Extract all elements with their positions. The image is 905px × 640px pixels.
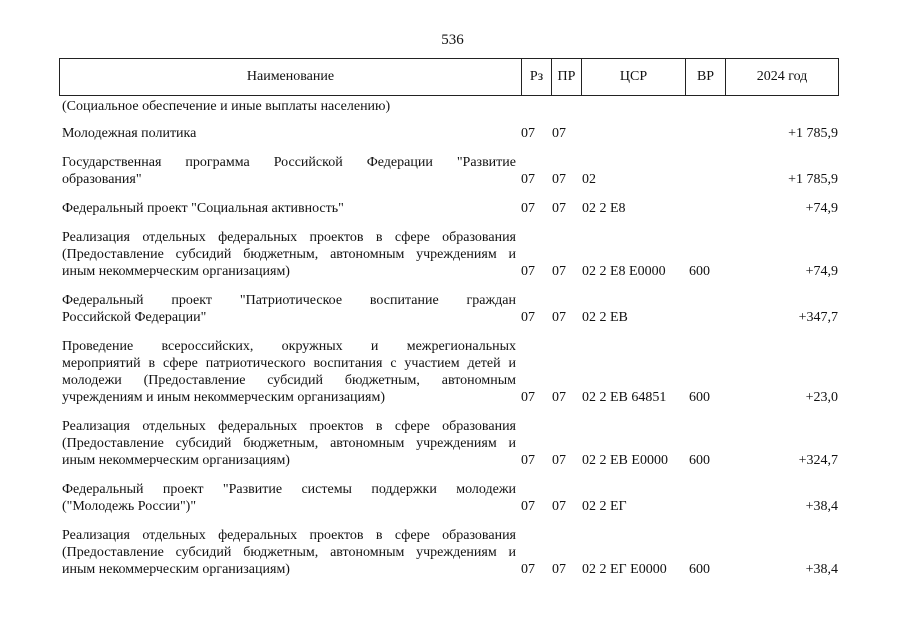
row-name-line: учреждениям и иным некоммерческим организациям) [62, 390, 386, 405]
row-pr: 07 [552, 562, 566, 577]
row-name-line: мероприятий в сфере патриотического воспитания с участием детей и [62, 356, 516, 371]
table-row [62, 292, 838, 326]
header-vr: ВР [685, 59, 725, 95]
row-csr: 02 2 ЕГ [582, 499, 627, 514]
row-csr: 02 2 ЕВ [582, 310, 628, 325]
row-vr: 600 [689, 390, 710, 405]
row-csr: 02 2 ЕГ Е0000 [582, 562, 667, 577]
row-name [62, 98, 516, 115]
row-name [62, 338, 516, 406]
row-pr: 07 [552, 499, 566, 514]
page-number: 536 [441, 32, 464, 48]
row-name-line: Российской Федерации" [62, 310, 207, 325]
row-amount: +1 785,9 [788, 172, 838, 187]
row-pr: 07 [552, 390, 566, 405]
header-csr: ЦСР [581, 59, 685, 95]
row-name-line: Проведение всероссийских, окружных и межрегиональных [62, 339, 516, 354]
row-rz: 07 [521, 201, 535, 216]
row-rz: 07 [521, 390, 535, 405]
row-name-line: Реализация отдельных федеральных проектов в сфере образования [62, 230, 516, 245]
row-name-line: иным некоммерческим организациям) [62, 264, 290, 279]
header-name: Наименование [246, 69, 335, 84]
row-vr: 600 [689, 453, 710, 468]
row-csr: 02 2 Е8 Е0000 [582, 264, 666, 279]
row-name-line: иным некоммерческим организациям) [62, 562, 290, 577]
row-name [62, 292, 516, 326]
row-name [62, 527, 516, 578]
row-amount: +1 785,9 [788, 126, 838, 141]
row-name-line: Реализация отдельных федеральных проектов в сфере образования [62, 419, 516, 434]
table-row [62, 418, 838, 469]
row-name [62, 200, 516, 217]
row-name-line: Федеральный проект "Патриотическое воспитание граждан [62, 293, 516, 308]
row-name-line: (Предоставление субсидий бюджетным, автономным учреждениям и [62, 436, 516, 451]
row-csr: 02 2 ЕВ 64851 [582, 390, 667, 405]
header-pr: ПР [551, 59, 581, 95]
header-year: 2024 год [725, 59, 838, 95]
table-row [62, 154, 838, 188]
row-pr: 07 [552, 172, 566, 187]
row-name-line: (Предоставление субсидий бюджетным, автономным учреждениям и [62, 247, 516, 262]
table-row [62, 229, 838, 280]
table-row [62, 200, 838, 217]
row-rz: 07 [521, 264, 535, 279]
row-csr: 02 2 Е8 [582, 201, 626, 216]
table-row [62, 481, 838, 515]
row-name [62, 481, 516, 515]
row-name-line: иным некоммерческим организациям) [62, 453, 290, 468]
row-name-line: (Социальное обеспечение и иные выплаты населению) [62, 99, 391, 114]
table-row [62, 527, 838, 578]
row-vr: 600 [689, 264, 710, 279]
row-amount: +74,9 [805, 264, 838, 279]
row-rz: 07 [521, 172, 535, 187]
row-amount: +74,9 [805, 201, 838, 216]
row-pr: 07 [552, 126, 566, 141]
row-amount: +38,4 [805, 562, 838, 577]
row-name-line: Молодежная политика [62, 126, 197, 141]
row-rz: 07 [521, 310, 535, 325]
row-rz: 07 [521, 562, 535, 577]
row-name-line: Федеральный проект "Развитие системы поддержки молодежи [62, 482, 516, 497]
row-amount: +324,7 [798, 453, 838, 468]
row-pr: 07 [552, 264, 566, 279]
row-rz: 07 [521, 453, 535, 468]
row-amount: +347,7 [798, 310, 838, 325]
row-csr: 02 2 ЕВ Е0000 [582, 453, 668, 468]
row-pr: 07 [552, 453, 566, 468]
row-rz: 07 [521, 499, 535, 514]
row-name [62, 154, 516, 188]
row-amount: +23,0 [805, 390, 838, 405]
row-vr: 600 [689, 562, 710, 577]
row-name-line: молодежи (Предоставление субсидий бюджетным, автономным [62, 373, 516, 388]
row-rz: 07 [521, 126, 535, 141]
row-name [62, 229, 516, 280]
row-name-line: Федеральный проект "Социальная активность" [62, 201, 344, 216]
header-rz: Рз [521, 59, 551, 95]
row-name-line: Государственная программа Российской Федерации "Развитие [62, 155, 516, 170]
row-pr: 07 [552, 201, 566, 216]
row-pr: 07 [552, 310, 566, 325]
row-amount: +38,4 [805, 499, 838, 514]
row-csr: 02 [582, 172, 596, 187]
table-row [62, 338, 838, 406]
row-name-line: Реализация отдельных федеральных проектов в сфере образования [62, 528, 516, 543]
table-row [62, 125, 838, 142]
row-name-line: (Предоставление субсидий бюджетным, автономным учреждениям и [62, 545, 516, 560]
row-name [62, 125, 516, 142]
row-name-line: образования" [62, 172, 142, 187]
table-row [62, 98, 838, 115]
row-name-line: ("Молодежь России")" [62, 499, 197, 514]
table-header [59, 58, 839, 96]
row-name [62, 418, 516, 469]
